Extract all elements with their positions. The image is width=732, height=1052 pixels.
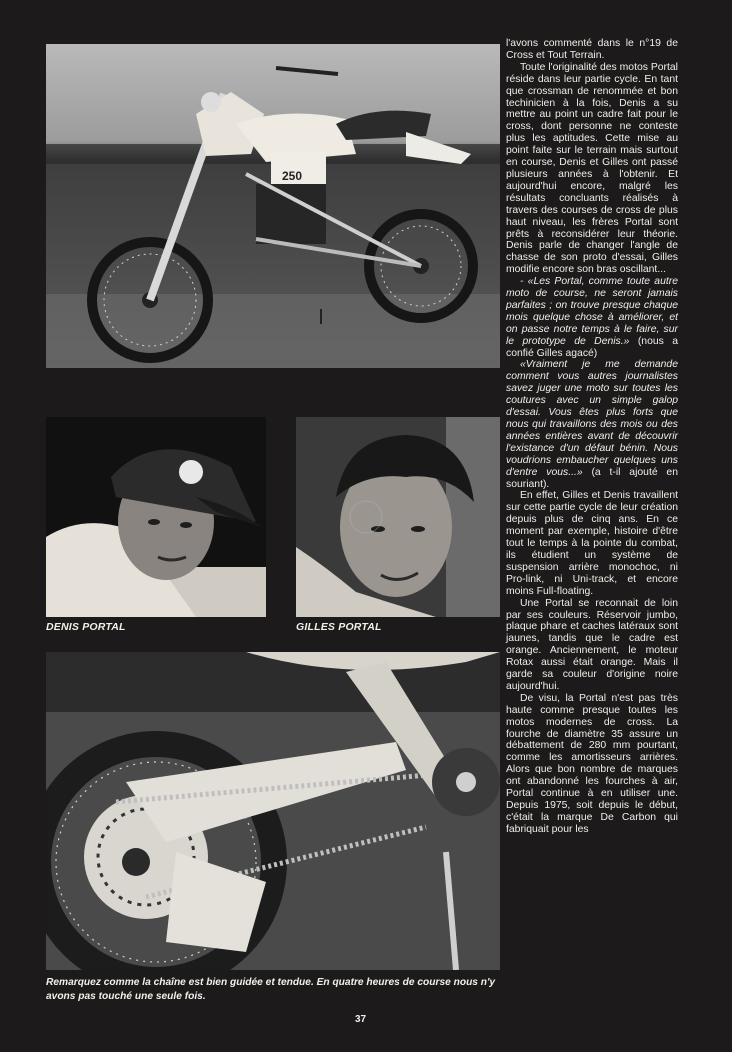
bottom-photo-caption: Remarquez comme la chaîne est bien guidée et tendue. En quatre heures de course nous n'y avons pas touché une seule fois. [46, 977, 496, 1002]
article-paragraph: Toute l'originalité des motos Portal réside dans leur partie cycle. En tant que crossman de renommée et bon techinicien à la fois, Denis a su mettre au point un cadre fait pour le cross, dont personne ne conteste plus les aptitudes. Cette mise au point faite sur le terrain mais surtout en course, Denis et Gilles ont passé plusieurs années à l'obtenir. Et aujourd'hui encore, malgré les résultats concluants réalisés à travers des courses de cross de plus haut niveau, les frères Portal sont prêts à reconsidérer leur théorie. Denis parle de changer l'angle de chasse de son proto d'essai, Gilles modifie encore son bras oscillant... [506, 61, 678, 276]
denis-portal-photo [46, 417, 266, 617]
article-column [506, 38, 678, 836]
number-plate-text: 250 [282, 169, 303, 183]
caption-gilles-portal: GILLES PORTAL [296, 621, 382, 633]
article-quote-paragraph [506, 276, 678, 359]
page-number: 37 [355, 1014, 367, 1025]
quote-attribution: (a t-il ajouté en souriant). [506, 466, 678, 490]
article-paragraph: Une Portal se reconnait de loin par ses couleurs. Réservoir jumbo, plaque phare et caches latéraux sont jaunes, tandis que le cadre est orange. Anciennement, le moteur Rotax aussi était orange. Mais il garde sa couleur d'origine noire aujourd'hui. [506, 597, 678, 692]
gilles-portal-photo [296, 417, 500, 617]
article-quote-paragraph [506, 359, 678, 490]
quote-attribution: (nous a confié Gilles agacé) [506, 335, 679, 359]
quote-text: - «Les Portal, comme toute autre moto de course, ne seront jamais parfaites ; on trouve presque chaque mois quelque chose à améliorer, et on passe notre temps à le faire, sur le prototype de Denis.» [506, 276, 678, 347]
article-paragraph: De visu, la Portal n'est pas très haute comme presque toutes les motos modernes de cross. La fourche de diamètre 35 assure un débattement de 280 mm pourtant, comme les amortisseurs arrières. Alors que bon nombre de marques ont abandonné les fourches à air, Portal continue à en utiliser une. Depuis 1975, soit depuis le début, c'était la marque De Carbon qui fabriquait pour les [506, 692, 678, 835]
caption-denis-portal: DENIS PORTAL [46, 621, 126, 633]
quote-text: «Vraiment je me demande comment vous autres journalistes savez juger une moto sur toutes les coutures avec un simple galop d'essai. Vous êtes plus forts que nous qui travaillons des mois ou des années entières avant de découvrir l'existance d'un défaut bénin. Nous voudrions embaucher quelques uns d'entre vous...» [506, 359, 678, 478]
article-paragraph: En effet, Gilles et Denis travaillent sur cette partie cycle de leur création depuis plus de cinq ans. En ce moment par exemple, histoire d'être tout le temps à la pointe du combat, ils étudient un système de suspension arrière monochoc, ni Pro-link, ni Uni-track, et encore moins Full-floating. [506, 490, 678, 597]
swingarm-chain-photo [46, 652, 500, 970]
motorcycle-photo [46, 44, 500, 368]
article-paragraph: l'avons commenté dans le n°19 de Cross et Tout Terrain. [506, 38, 678, 61]
